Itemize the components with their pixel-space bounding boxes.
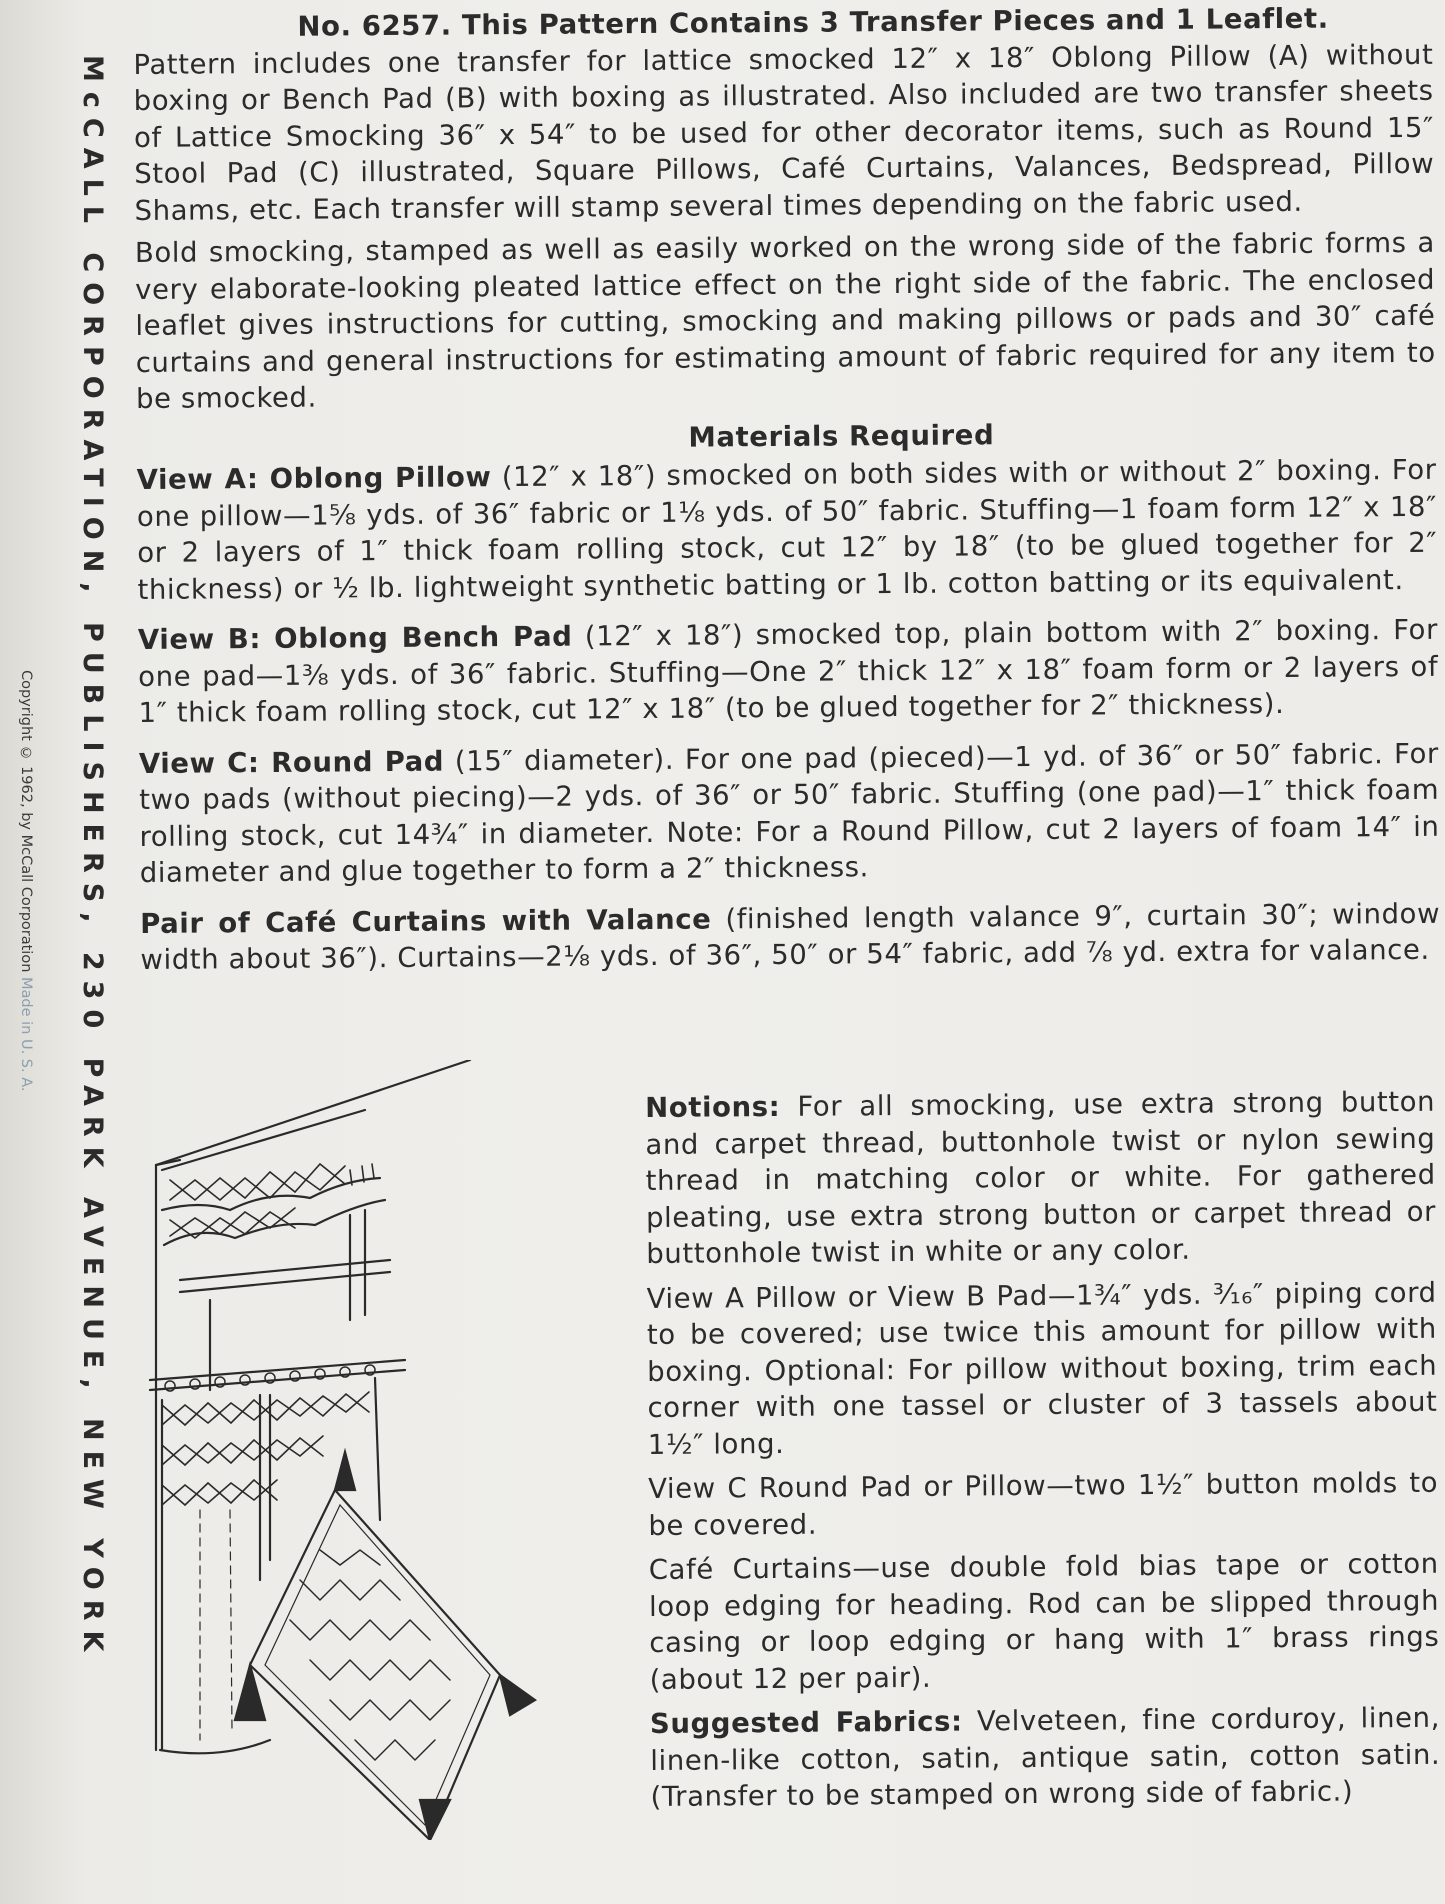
page-title: No. 6257. This Pattern Contains 3 Transfer Pieces and 1 Leaflet. xyxy=(297,2,1329,43)
view-c-paragraph xyxy=(139,735,1440,891)
materials-heading: Materials Required xyxy=(688,418,995,454)
cafe-curtains-label: Pair of Café Curtains with Valance xyxy=(140,902,712,940)
view-b-paragraph xyxy=(138,612,1439,732)
view-a-text: (12″ x 18″) smocked on both sides with or without 2″ boxing. For one pillow—1⅝ yds. of 36″ fabric or 1⅛ yds. of 50″ fabric. Stuffing—1 foam form 12″ x 18″ or 2 layers of 1″ thick foam rolling stock, cut 12″ by 18″ (to be glued together for 2″ thickness) or ½ lb. lightweight synthetic batting or 1 lb. cotton batting or its equivalent. xyxy=(136,453,1438,606)
smocked-curtains-and-pillow-illustration-icon xyxy=(140,1060,650,1840)
intro-paragraph-1: Pattern includes one transfer for lattice smocked 12″ x 18″ Oblong Pillow (A) without boxing or Bench Pad (B) with boxing as illustrated. Also included are two transfer sheets of Lattice Smocking 36″ x 54″ to be used for other decorator items, such as Round 15″ Stool Pad (C) illustrated, Square Pillows, Café Curtains, Valances, Bedspread, Pillow Shams, etc. Each transfer will stamp several times depending on the fabric used. xyxy=(133,38,1435,227)
notions-view-c: View C Round Pad or Pillow—two 1½″ button molds to be covered. xyxy=(648,1466,1439,1542)
view-c-label: View C: Round Pad xyxy=(138,745,445,780)
fabrics-text: Velveteen, fine corduroy, linen, linen-like cotton, satin, antique satin, cotton satin. (Transfer to be stamped on wrong side of fabric.) xyxy=(650,1701,1441,1813)
fabrics-label: Suggested Fabrics: xyxy=(649,1705,963,1740)
intro-paragraph-2: Bold smocking, stamped as well as easily worked on the wrong side of the fabric forms a very elaborate-looking pleated lattice effect on the right side of the fabric. The enclosed leaflet gives instructions for cutting, smocking and making pillows or pads and 30″ café curtains and general instructions for estimating amount of fabric required for any item to be smocked. xyxy=(134,226,1436,415)
view-a-label: View A: Oblong Pillow xyxy=(136,461,492,496)
notions-column xyxy=(645,1084,1441,1824)
cafe-curtains-text: (finished length valance 9″, curtain 30″; window width about 36″). Curtains—2⅛ yds. of 36″, 50″ or 54″ fabric, add ⅞ yd. extra for valance. xyxy=(140,897,1441,976)
view-b-text: (12″ x 18″) smocked top, plain bottom with 2″ boxing. For one pad—1⅜ yds. of 36″ fabric. Stuffing—One 2″ thick 12″ x 18″ foam form or 2 layers of 1″ thick foam rolling stock, cut 12″ x 18″ (to be glued together for 2″ thickness). xyxy=(138,613,1439,729)
notions-cafe: Café Curtains—use double fold bias tape or cotton loop edging for heading. Rod can be slipped through casing or loop edging or hang with 1″ brass rings (about 12 per pair). xyxy=(648,1547,1440,1696)
notions-label: Notions: xyxy=(645,1090,781,1124)
spine-publisher: McCALL CORPORATION, PUBLISHERS, 230 PARK AVENUE, NEW YORK xyxy=(77,55,108,1662)
spine-copyright xyxy=(10,670,34,1230)
made-in-text: Made in U. S. A. xyxy=(18,977,34,1092)
view-a-paragraph xyxy=(137,452,1438,608)
view-c-text: (15″ diameter). For one pad (pieced)—1 yd. of 36″ or 50″ fabric. For two pads (without piecing)—2 yds. of 36″ or 50″ fabric. Stuffing (one pad)—1″ thick foam rolling stock, cut 14¾″ in diameter. Note: For a Round Pillow, cut 2 layers of foam 14″ in diameter and glue together to form a 2″ thickness. xyxy=(139,737,1440,889)
notions-view-ab: View A Pillow or View B Pad—1¾″ yds. ³⁄₁₆″ piping cord to be covered; use twice this amount for pillow with boxing. Optional: For pillow without boxing, trim each corner with one tassel or cluster of 3 tassels about 1½″ long. xyxy=(646,1276,1438,1461)
notions-text: For all smocking, use extra strong button and carpet thread, buttonhole twist or nylon sewing thread in matching color or white. For gathered pleating, use extra strong button or carpet thread or buttonhole twist in white or any color. xyxy=(645,1085,1437,1270)
fabrics-paragraph xyxy=(650,1700,1441,1816)
notions-paragraph xyxy=(645,1084,1436,1273)
cafe-curtains-paragraph xyxy=(140,895,1441,978)
main-text xyxy=(133,0,1441,984)
view-b-label: View B: Oblong Bench Pad xyxy=(137,620,573,656)
copyright-text: Copyright © 1962, by McCall Corporation xyxy=(18,670,34,973)
